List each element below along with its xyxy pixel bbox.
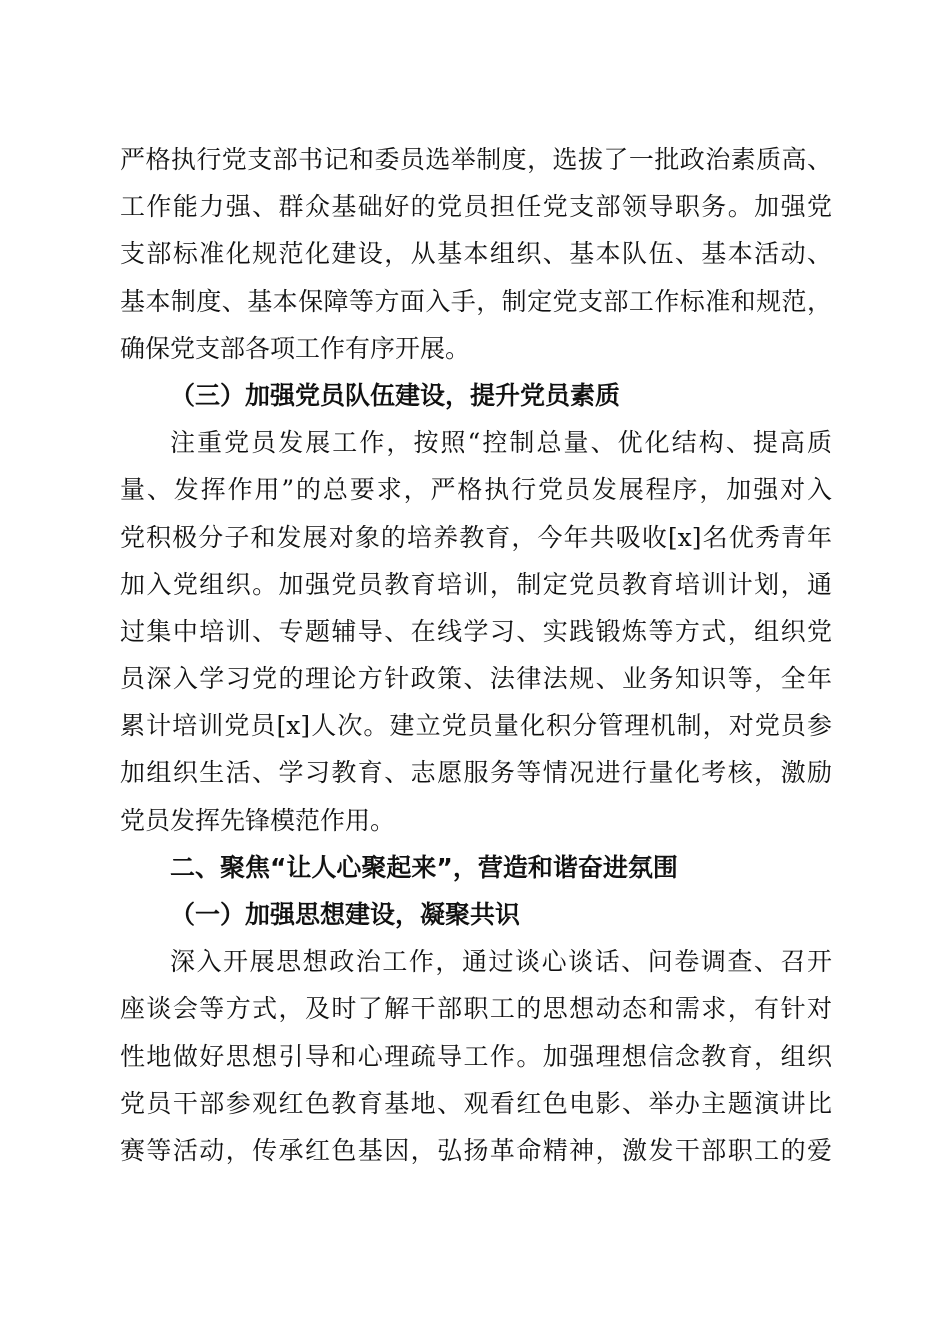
paragraph-line: 加入党组织。加强党员教育培训，制定党员教育培训计划，通	[120, 569, 832, 599]
paragraph-party-member-development	[120, 419, 832, 844]
paragraph-line: 党积极分子和发展对象的培养教育，今年共吸收[x]名优秀青年	[120, 522, 832, 552]
paragraph-line: 加组织生活、学习教育、志愿服务等情况进行量化考核，激励	[120, 758, 832, 788]
paragraph-line: 量、发挥作用”的总要求，严格执行党员发展程序，加强对入	[120, 475, 832, 505]
subheading-three: （三）加强党员队伍建设，提升党员素质	[170, 380, 621, 410]
paragraph-line: 过集中培训、专题辅导、在线学习、实践锻炼等方式，组织党	[120, 616, 832, 646]
paragraph-line: 座谈会等方式，及时了解干部职工的思想动态和需求，有针对	[120, 994, 832, 1024]
section-heading-two: 二、聚焦“让人心聚起来”，营造和谐奋进氛围	[170, 852, 678, 882]
paragraph-line: 基本制度、基本保障等方面入手，制定党支部工作标准和规范，	[120, 286, 832, 316]
paragraph-line: 确保党支部各项工作有序开展。	[120, 333, 471, 363]
paragraph-line: 注重党员发展工作，按照“控制总量、优化结构、提高质	[170, 428, 832, 458]
paragraph-line: 严格执行党支部书记和委员选举制度，选拔了一批政治素质高、	[120, 145, 832, 174]
paragraph-party-branch-elections	[120, 136, 832, 372]
paragraph-line: 党员发挥先锋模范作用。	[120, 805, 396, 835]
paragraph-line: 党员干部参观红色教育基地、观看红色电影、举办主题演讲比	[120, 1088, 832, 1118]
paragraph-line: 工作能力强、群众基础好的党员担任党支部领导职务。加强党	[120, 192, 832, 222]
paragraph-line: 赛等活动，传承红色基因，弘扬革命精神，激发干部职工的爱	[120, 1135, 832, 1165]
paragraph-line: 深入开展思想政治工作，通过谈心谈话、问卷调查、召开	[170, 947, 832, 977]
paragraph-line: 支部标准化规范化建设，从基本组织、基本队伍、基本活动、	[120, 239, 832, 269]
paragraph-line: 累计培训党员[x]人次。建立党员量化积分管理机制，对党员参	[120, 711, 832, 741]
subheading-one: （一）加强思想建设，凝聚共识	[170, 900, 521, 929]
paragraph-line: 员深入学习党的理论方针政策、法律法规、业务知识等，全年	[120, 664, 832, 694]
paragraph-line: 性地做好思想引导和心理疏导工作。加强理想信念教育，组织	[120, 1041, 832, 1071]
document-body	[120, 136, 832, 1174]
paragraph-ideological-work	[120, 938, 832, 1174]
